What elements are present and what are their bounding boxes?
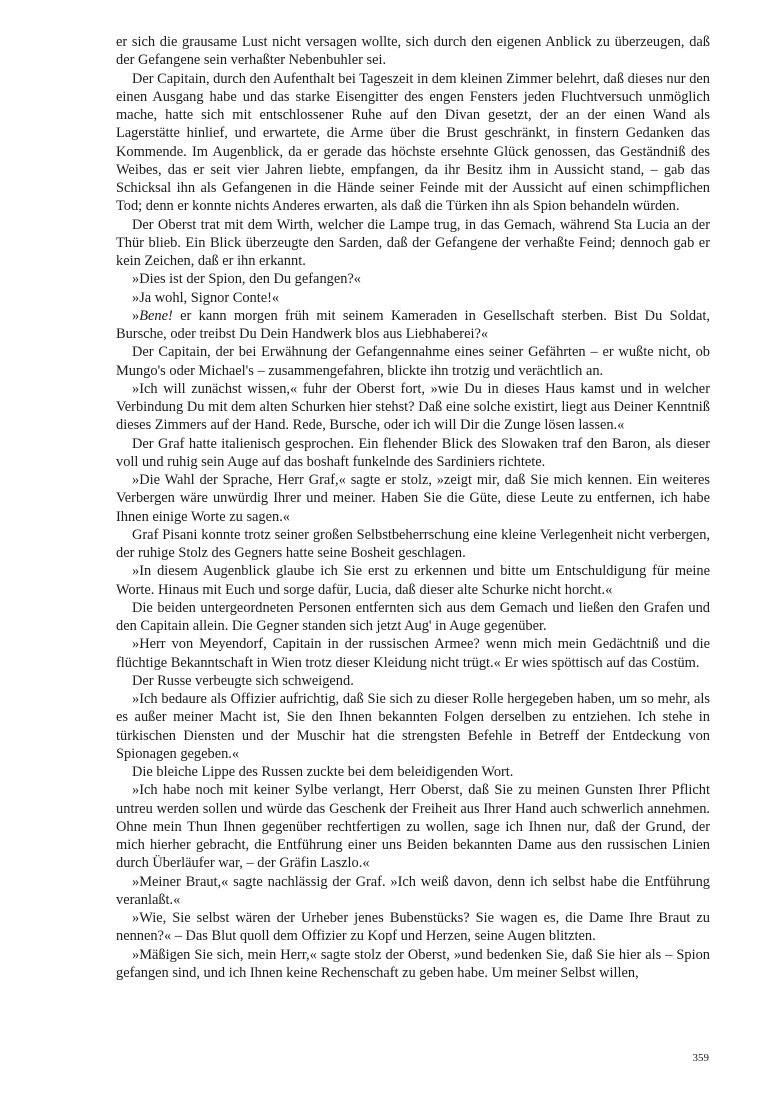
paragraph: Die beiden untergeordneten Personen entfernten sich aus dem Gemach und ließen den Grafen und den Capitain allein. Die Gegner standen sich jetzt Aug' in Auge gegenüber.: [116, 599, 710, 634]
paragraph: Die bleiche Lippe des Russen zuckte bei dem beleidigenden Wort.: [132, 764, 514, 780]
page-body: [116, 33, 710, 982]
paragraph: »Ich bedaure als Offizier aufrichtig, daß Sie sich zu dieser Rolle hergegeben haben, um so mehr, als es außer meiner Macht ist, Sie den Ihnen bekannten Folgen derselben zu entziehen. Ich stehe in türkischen Diensten und der Muschir hat die strengsten Befehle in Betreff der Entdeckung von Spionagen gegeben.«: [116, 691, 710, 762]
paragraph: »Meiner Braut,« sagte nachlässig der Graf. »Ich weiß davon, denn ich selbst habe die Entführung veranlaßt.«: [116, 873, 710, 908]
paragraph: »Ich will zunächst wissen,« fuhr der Oberst fort, »wie Du in dieses Haus kamst und in welcher Verbindung Du mit dem alten Schurken hier stehst? Daß eine solche existirt, liegt aus Deiner Kenntniß dieses Zimmers auf der Hand. Rede, Bursche, oder ich will Dir die Zunge lösen lassen.«: [116, 380, 710, 434]
paragraph: Der Russe verbeugte sich schweigend.: [132, 672, 354, 689]
paragraph: Graf Pisani konnte trotz seiner großen Selbstbeherrschung eine kleine Verlegenheit nicht verbergen, der ruhige Stolz des Gegners hatte seine Bosheit geschlagen.: [116, 526, 710, 561]
paragraph: Der Capitain, durch den Aufenthalt bei Tageszeit in dem kleinen Zimmer belehrt, daß dieses nur den einen Ausgang habe und das starke Eisengitter des engen Fensters jeden Fluchtversuch unmöglich mache, hatte sich mit entschlossener Ruhe auf den Divan gesetzt, der an der einen Wand als Lagerstätte hinlief, und erwartete, die Arme über die Brust geschränkt, in finstern Gedanken das Kommende. Im Augenblick, da er gerade das höchste ersehnte Glück genossen, das Geständniß des Weibes, das er seit vier Jahren liebte, empfangen, da ihr Besitz ihm in Aussicht stand, – gab das Schicksal ihn als Gefangenen in die Hände seiner Feinde mit der Aussicht auf einen schimpflichen Tod; denn er konnte nichts Anderes erwarten, als daß die Türken ihn als Spion behandeln würden.: [116, 70, 710, 215]
paragraph: er sich die grausame Lust nicht versagen wollte, sich durch den eigenen Anblick zu überzeugen, daß der Gefangene sein verhaßter Nebenbuhler sei.: [116, 34, 710, 69]
paragraph: »Mäßigen Sie sich, mein Herr,« sagte stolz der Oberst, »und bedenken Sie, daß Sie hier als – Spion gefangen sind, und ich Ihnen keine Rechenschaft zu geben habe. Um meiner Selbst willen,: [116, 946, 710, 981]
paragraph: »Wie, Sie selbst wären der Urheber jenes Bubenstücks? Sie wagen es, die Dame Ihre Braut zu nennen?« – Das Blut quoll dem Offizier zu Kopf und Herzen, seine Augen blitzten.: [116, 910, 710, 945]
paragraph: [116, 307, 710, 344]
emphasis-text: Bene!: [139, 307, 173, 324]
paragraph: »Ich habe noch mit keiner Sylbe verlangt, Herr Oberst, daß Sie zu meinen Gunsten Ihrer Pflicht untreu werden sollen und würde das Geschenk der Freiheit aus Ihrer Hand auch schwerlich annehmen. Ohne mein Thun Ihnen gegenüber rechtfertigen zu wollen, sage ich Ihnen nur, daß der Grund, der mich hierher gebracht, die Entführung einer uns Beiden bekannten Dame aus den russischen Linien durch Überläufer war, – der Gräfin Laszlo.«: [116, 782, 710, 872]
paragraph: »Dies ist der Spion, den Du gefangen?«: [132, 271, 361, 288]
quote-open: »: [132, 307, 140, 324]
paragraph: Der Capitain, der bei Erwähnung der Gefangennahme eines seiner Gefährten – er wußte nicht, ob Mungo's oder Michael's – zusammengefahren, blickte ihn trotzig und verächtlich an.: [116, 344, 710, 379]
paragraph-rest: er kann morgen früh mit seinem Kameraden in Gesellschaft sterben. Bist Du Soldat, Bursche, oder treibst Du Dein Handwerk blos aus Liebhaberei?«: [116, 307, 710, 342]
paragraph: »Die Wahl der Sprache, Herr Graf,« sagte er stolz, »zeigt mir, daß Sie mich kennen. Ein weiteres Verbergen wäre unwürdig Ihrer und meiner. Haben Sie die Güte, diese Leute zu entfernen, ich habe Ihnen einige Worte zu sagen.«: [116, 472, 710, 525]
paragraph: »In diesem Augenblick glaube ich Sie erst zu erkennen und bitte um Entschuldigung für meine Worte. Hinaus mit Euch und sorge dafür, Lucia, daß dieser alte Schurke nicht horcht.«: [116, 563, 710, 598]
paragraph: »Herr von Meyendorf, Capitain in der russischen Armee? wenn mich mein Gedächtniß und die flüchtige Bekanntschaft in Wien trotz dieser Kleidung nicht trügt.« Er wies spöttisch auf das Costüm.: [116, 636, 710, 671]
paragraph: Der Graf hatte italienisch gesprochen. Ein flehender Blick des Slowaken traf den Baron, als dieser voll und ruhig sein Auge auf das boshaft funkelnde des Sardiniers richtete.: [116, 435, 710, 470]
page-number: 359: [692, 1052, 709, 1064]
paragraph: Der Oberst trat mit dem Wirth, welcher die Lampe trug, in das Gemach, während Sta Lucia an der Thür blieb. Ein Blick überzeugte den Sarden, daß der Gefangene der verhaßte Feind; dennoch gab er kein Zeichen, daß er ihn erkannt.: [116, 216, 710, 269]
paragraph: »Ja wohl, Signor Conte!«: [132, 289, 280, 306]
